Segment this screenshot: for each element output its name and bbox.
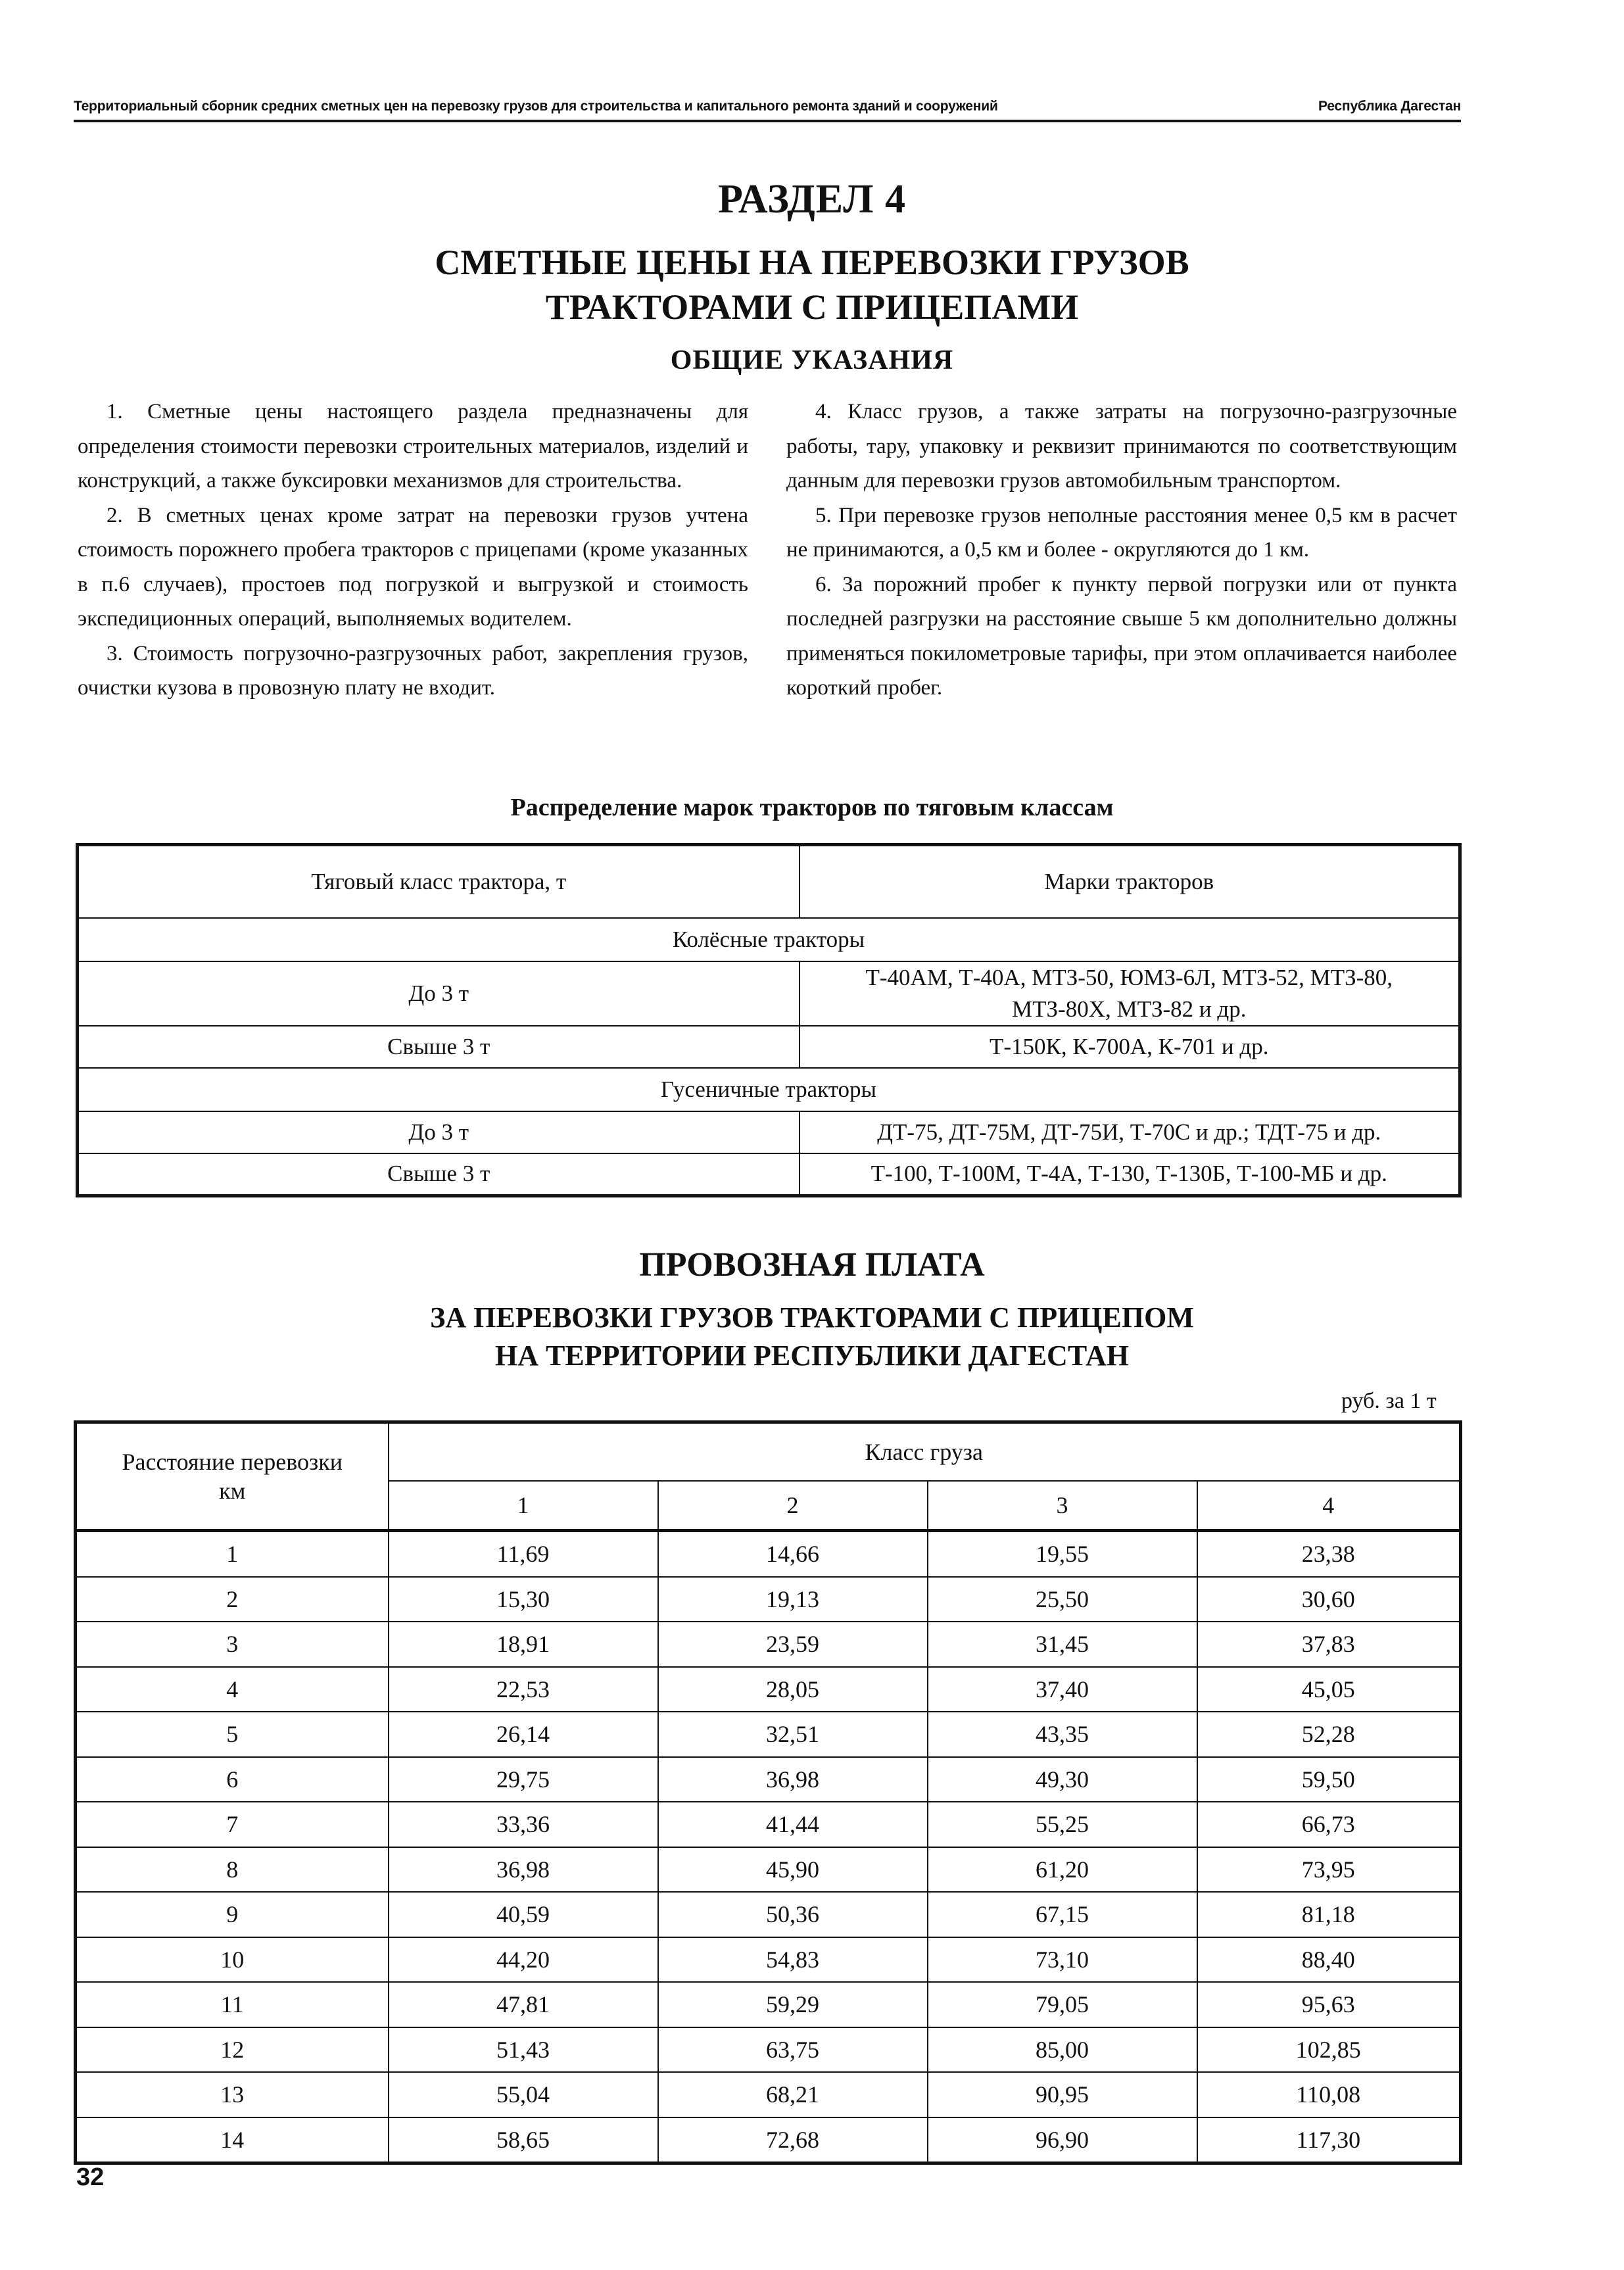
table-cell-rate: 73,10 bbox=[928, 1937, 1197, 1983]
table-row bbox=[76, 1892, 1461, 1937]
table-cell-rate: 66,73 bbox=[1197, 1802, 1461, 1847]
table-cell-distance: 2 bbox=[76, 1577, 389, 1622]
table-cell-rate: 79,05 bbox=[928, 1982, 1197, 2027]
freight-rates-body bbox=[76, 1531, 1461, 2163]
table-row bbox=[76, 1802, 1461, 1847]
table-cell-rate: 32,51 bbox=[658, 1712, 928, 1757]
table-cell-rate: 50,36 bbox=[658, 1892, 928, 1937]
table-cell-brands: Т-100, Т-100М, Т-4А, Т-130, Т-130Б, Т-100-МБ и др. bbox=[800, 1153, 1460, 1195]
table-cell-rate: 59,29 bbox=[658, 1982, 928, 2027]
table-cell-distance: 6 bbox=[76, 1757, 389, 1802]
instruction-paragraph: 3. Стоимость погрузочно-разгрузочных работ, закрепления грузов, очистки кузова в провозную плату не входит. bbox=[78, 641, 748, 700]
table-cell-rate: 117,30 bbox=[1197, 2117, 1461, 2163]
table-cell-distance: 14 bbox=[76, 2117, 389, 2163]
table-row bbox=[76, 1982, 1461, 2027]
table-cell-rate: 90,95 bbox=[928, 2072, 1197, 2117]
page-number: 32 bbox=[76, 2163, 105, 2191]
freight-charge-title: ПРОВОЗНАЯ ПЛАТА bbox=[639, 1246, 985, 1284]
table-cell-rate: 51,43 bbox=[389, 2027, 658, 2073]
instructions-right-column bbox=[786, 395, 1457, 706]
running-header bbox=[74, 99, 1461, 122]
table-cell-rate: 95,63 bbox=[1197, 1982, 1461, 2027]
table-cell-distance: 9 bbox=[76, 1892, 389, 1937]
table-cell-rate: 11,69 bbox=[389, 1531, 658, 1577]
table-cell-rate: 61,20 bbox=[928, 1847, 1197, 1893]
table-cell-rate: 68,21 bbox=[658, 2072, 928, 2117]
table-cell-brands: ДТ-75, ДТ-75М, ДТ-75И, Т-70С и др.; ТДТ-75 и др. bbox=[800, 1111, 1460, 1153]
running-header-title: Территориальный сборник средних сметных цен на перевозку грузов для строительства и капитального ремонта зданий и сооружений bbox=[74, 99, 998, 114]
table-row bbox=[76, 1757, 1461, 1802]
table-cell-rate: 14,66 bbox=[658, 1531, 928, 1577]
table-cell-rate: 23,38 bbox=[1197, 1531, 1461, 1577]
table-row bbox=[76, 1622, 1461, 1667]
table-cell-rate: 26,14 bbox=[389, 1712, 658, 1757]
table-cell-rate: 22,53 bbox=[389, 1667, 658, 1712]
table-cell-class: Свыше 3 т bbox=[78, 1153, 800, 1195]
running-header-region: Республика Дагестан bbox=[1318, 99, 1461, 114]
table-row bbox=[76, 2072, 1461, 2117]
table-cell-distance: 13 bbox=[76, 2072, 389, 2117]
table-cell-rate: 52,28 bbox=[1197, 1712, 1461, 1757]
table-cell-rate: 36,98 bbox=[658, 1757, 928, 1802]
table-cell-rate: 36,98 bbox=[389, 1847, 658, 1893]
group-row-tracked: Гусеничные тракторы bbox=[78, 1068, 1460, 1111]
table-cell-rate: 19,55 bbox=[928, 1531, 1197, 1577]
table-cell-rate: 25,50 bbox=[928, 1577, 1197, 1622]
table-cell-rate: 29,75 bbox=[389, 1757, 658, 1802]
table-cell-rate: 31,45 bbox=[928, 1622, 1197, 1667]
table-cell-rate: 54,83 bbox=[658, 1937, 928, 1983]
table-row bbox=[76, 1847, 1461, 1893]
column-header-class-1: 1 bbox=[389, 1481, 658, 1531]
table-cell-rate: 49,30 bbox=[928, 1757, 1197, 1802]
tractor-classes-caption: Распределение марок тракторов по тяговым классам bbox=[510, 794, 1114, 821]
table-cell-rate: 63,75 bbox=[658, 2027, 928, 2073]
table-row bbox=[76, 1937, 1461, 1983]
general-instructions-title: ОБЩИЕ УКАЗАНИЯ bbox=[670, 345, 954, 375]
table-cell-rate: 37,83 bbox=[1197, 1622, 1461, 1667]
section-title: РАЗДЕЛ 4 bbox=[717, 177, 906, 222]
column-header-class-4: 4 bbox=[1197, 1481, 1461, 1531]
table-cell-rate: 55,25 bbox=[928, 1802, 1197, 1847]
table-cell-brands: Т-150К, К-700А, К-701 и др. bbox=[800, 1026, 1460, 1068]
table-cell-class: До 3 т bbox=[78, 1111, 800, 1153]
instruction-paragraph: 6. За порожний пробег к пункту первой погрузки или от пункта последней разгрузки на расстояние свыше 5 км дополнительно должны применяться покилометровые тарифы, при этом оплачивается наиболее короткий пробег. bbox=[786, 572, 1457, 700]
section-subtitle-line1: СМЕТНЫЕ ЦЕНЫ НА ПЕРЕВОЗКИ ГРУЗОВ bbox=[435, 243, 1189, 282]
instruction-paragraph: 5. При перевозке грузов неполные расстояния менее 0,5 км в расчет не принимаются, а 0,5 км и более - округляются до 1 км. bbox=[786, 503, 1457, 562]
table-cell-rate: 88,40 bbox=[1197, 1937, 1461, 1983]
table-cell-rate: 41,44 bbox=[658, 1802, 928, 1847]
table-cell-rate: 30,60 bbox=[1197, 1577, 1461, 1622]
table-cell-distance: 7 bbox=[76, 1802, 389, 1847]
table-cell-rate: 96,90 bbox=[928, 2117, 1197, 2163]
table-cell-distance: 4 bbox=[76, 1667, 389, 1712]
table-cell-distance: 12 bbox=[76, 2027, 389, 2073]
table-row bbox=[76, 2117, 1461, 2163]
table-cell-rate: 47,81 bbox=[389, 1982, 658, 2027]
table-row bbox=[76, 2027, 1461, 2073]
table-cell-distance: 10 bbox=[76, 1937, 389, 1983]
column-header-brands: Марки тракторов bbox=[800, 845, 1460, 919]
column-header-distance bbox=[76, 1422, 389, 1531]
table-row bbox=[76, 1577, 1461, 1622]
instruction-paragraph: 1. Сметные цены настоящего раздела предназначены для определения стоимости перевозки строительных материалов, изделий и конструкций, а также буксировки механизмов для строительства. bbox=[78, 400, 748, 493]
unit-label: руб. за 1 т bbox=[1341, 1389, 1437, 1413]
table-cell-rate: 43,35 bbox=[928, 1712, 1197, 1757]
table-cell-rate: 55,04 bbox=[389, 2072, 658, 2117]
table-row bbox=[76, 1712, 1461, 1757]
table-cell-rate: 40,59 bbox=[389, 1892, 658, 1937]
table-cell-rate: 73,95 bbox=[1197, 1847, 1461, 1893]
instruction-paragraph: 4. Класс грузов, а также затраты на погрузочно-разгрузочные работы, тару, упаковку и реквизит принимаются по соответствующим данным для перевозки грузов автомобильным транспортом. bbox=[786, 400, 1457, 493]
table-cell-rate: 81,18 bbox=[1197, 1892, 1461, 1937]
tractor-classes-table bbox=[76, 843, 1462, 1197]
table-row bbox=[76, 1531, 1461, 1577]
table-cell-rate: 59,50 bbox=[1197, 1757, 1461, 1802]
table-cell-rate: 44,20 bbox=[389, 1937, 658, 1983]
instruction-paragraph: 2. В сметных ценах кроме затрат на перевозки грузов учтена стоимость порожнего пробега тракторов с прицепами (кроме указанных в п.6 случаев), простоев под погрузкой и выгрузкой и стоимость экспедиционных операций, выполняемых водителем. bbox=[78, 503, 748, 631]
table-cell-rate: 23,59 bbox=[658, 1622, 928, 1667]
table-cell-rate: 67,15 bbox=[928, 1892, 1197, 1937]
instructions-left-column bbox=[78, 395, 748, 706]
table-cell-rate: 102,85 bbox=[1197, 2027, 1461, 2073]
table-cell-rate: 18,91 bbox=[389, 1622, 658, 1667]
table-cell-class: До 3 т bbox=[78, 961, 800, 1026]
freight-charge-subtitle-line2: НА ТЕРРИТОРИИ РЕСПУБЛИКИ ДАГЕСТАН bbox=[495, 1340, 1129, 1372]
column-header-distance-unit: км bbox=[219, 1478, 246, 1504]
table-cell-rate: 45,90 bbox=[658, 1847, 928, 1893]
table-cell-rate: 19,13 bbox=[658, 1577, 928, 1622]
table-cell-rate: 15,30 bbox=[389, 1577, 658, 1622]
table-cell-rate: 85,00 bbox=[928, 2027, 1197, 2073]
table-cell-rate: 33,36 bbox=[389, 1802, 658, 1847]
table-cell-rate: 45,05 bbox=[1197, 1667, 1461, 1712]
column-header-class-2: 2 bbox=[658, 1481, 928, 1531]
freight-rates-table bbox=[74, 1420, 1462, 2165]
table-cell-rate: 37,40 bbox=[928, 1667, 1197, 1712]
table-cell-rate: 28,05 bbox=[658, 1667, 928, 1712]
table-cell-distance: 3 bbox=[76, 1622, 389, 1667]
column-header-class-3: 3 bbox=[928, 1481, 1197, 1531]
table-cell-rate: 72,68 bbox=[658, 2117, 928, 2163]
table-cell-brands: Т-40АМ, Т-40А, МТЗ-50, ЮМЗ-6Л, МТЗ-52, МТЗ-80, МТЗ-80Х, МТЗ-82 и др. bbox=[800, 961, 1460, 1026]
table-row bbox=[76, 1667, 1461, 1712]
column-header-cargo-class: Класс груза bbox=[389, 1422, 1461, 1482]
table-cell-rate: 58,65 bbox=[389, 2117, 658, 2163]
table-cell-distance: 11 bbox=[76, 1982, 389, 2027]
section-subtitle-line2: ТРАКТОРАМИ С ПРИЦЕПАМИ bbox=[545, 287, 1079, 327]
column-header-distance-label: Расстояние перевозки bbox=[122, 1449, 343, 1475]
table-cell-distance: 5 bbox=[76, 1712, 389, 1757]
freight-charge-subtitle-line1: ЗА ПЕРЕВОЗКИ ГРУЗОВ ТРАКТОРАМИ С ПРИЦЕПОМ bbox=[430, 1301, 1194, 1334]
table-cell-rate: 110,08 bbox=[1197, 2072, 1461, 2117]
table-cell-distance: 1 bbox=[76, 1531, 389, 1577]
table-cell-distance: 8 bbox=[76, 1847, 389, 1893]
group-row-wheeled: Колёсные тракторы bbox=[78, 918, 1460, 961]
column-header-class: Тяговый класс трактора, т bbox=[78, 845, 800, 919]
table-cell-class: Свыше 3 т bbox=[78, 1026, 800, 1068]
